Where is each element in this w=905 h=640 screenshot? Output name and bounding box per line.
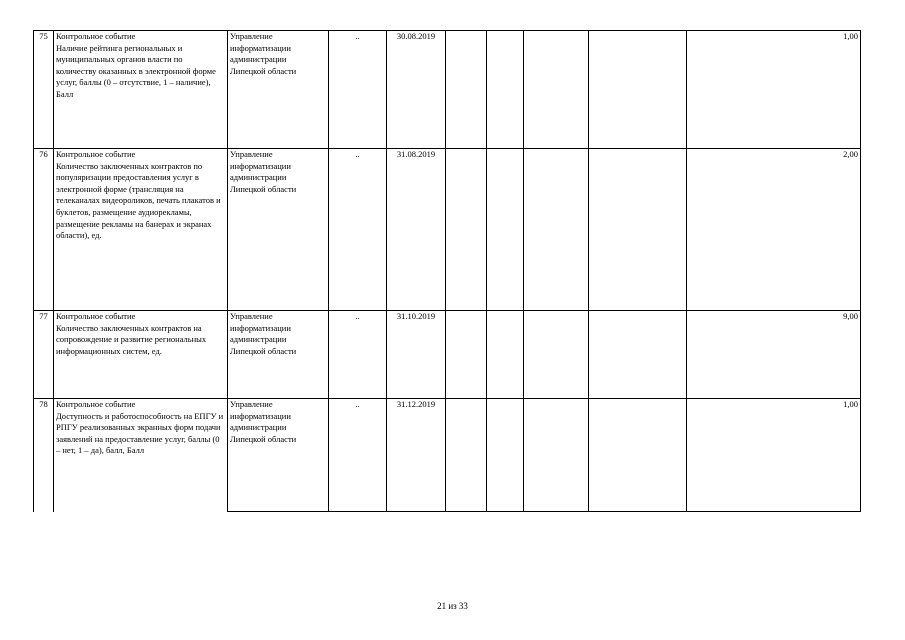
placeholder-cell: .. [329, 31, 387, 149]
value-cell: 1,00 [687, 399, 861, 512]
empty-cell [446, 399, 487, 512]
row-number: 76 [34, 149, 54, 311]
empty-cell [524, 149, 589, 311]
empty-cell [487, 311, 524, 399]
empty-cell [589, 31, 687, 149]
event-description: Контрольное событие Количество заключенных контрактов по популяризации предоставления услуг в электронной форме (трансляция на телеканалах видеороликов, печать плакатов и буклетов, размещение аудиорекламы, размещение рекламы на банерах и экранах области), ед. [54, 149, 228, 311]
empty-cell [446, 311, 487, 399]
deadline-date: 30.08.2019 [387, 31, 446, 149]
table-row [34, 149, 861, 311]
deadline-date: 31.10.2019 [387, 311, 446, 399]
event-description: Контрольное событие Наличие рейтинга региональных и муниципальных органов власти по количеству оказанных в электронной форме услуг, баллы (0 – отсутствие, 1 – наличие), Балл [54, 31, 228, 149]
table-row [34, 311, 861, 399]
empty-cell [446, 31, 487, 149]
responsible-department: Управление информатизации администрации Липецкой области [228, 149, 329, 311]
table-row [34, 399, 861, 512]
empty-cell [487, 149, 524, 311]
row-number: 77 [34, 311, 54, 399]
value-cell: 9,00 [687, 311, 861, 399]
placeholder-cell: .. [329, 149, 387, 311]
value-cell: 2,00 [687, 149, 861, 311]
placeholder-cell: .. [329, 399, 387, 512]
deadline-date: 31.12.2019 [387, 399, 446, 512]
empty-cell [524, 31, 589, 149]
empty-cell [446, 149, 487, 311]
empty-cell [524, 399, 589, 512]
row-number: 75 [34, 31, 54, 149]
empty-cell [524, 311, 589, 399]
empty-cell [487, 31, 524, 149]
empty-cell [589, 399, 687, 512]
page-number: 21 из 33 [437, 601, 468, 611]
empty-cell [487, 399, 524, 512]
responsible-department: Управление информатизации администрации Липецкой области [228, 399, 329, 512]
empty-cell [589, 149, 687, 311]
event-description: Контрольное событие Доступность и работоспособность на ЕПГУ и РПГУ реализованных экранных форм подачи заявлений на предоставление услуг, баллы (0 – нет, 1 – да), балл, Балл [54, 399, 228, 512]
deadline-date: 31.08.2019 [387, 149, 446, 311]
value-cell: 1,00 [687, 31, 861, 149]
empty-cell [589, 311, 687, 399]
table-row [34, 31, 861, 149]
responsible-department: Управление информатизации администрации Липецкой области [228, 311, 329, 399]
control-events-table [33, 30, 861, 512]
row-number: 78 [34, 399, 54, 512]
responsible-department: Управление информатизации администрации Липецкой области [228, 31, 329, 149]
event-description: Контрольное событие Количество заключенных контрактов на сопровождение и развитие региональных информационных систем, ед. [54, 311, 228, 399]
placeholder-cell: .. [329, 311, 387, 399]
